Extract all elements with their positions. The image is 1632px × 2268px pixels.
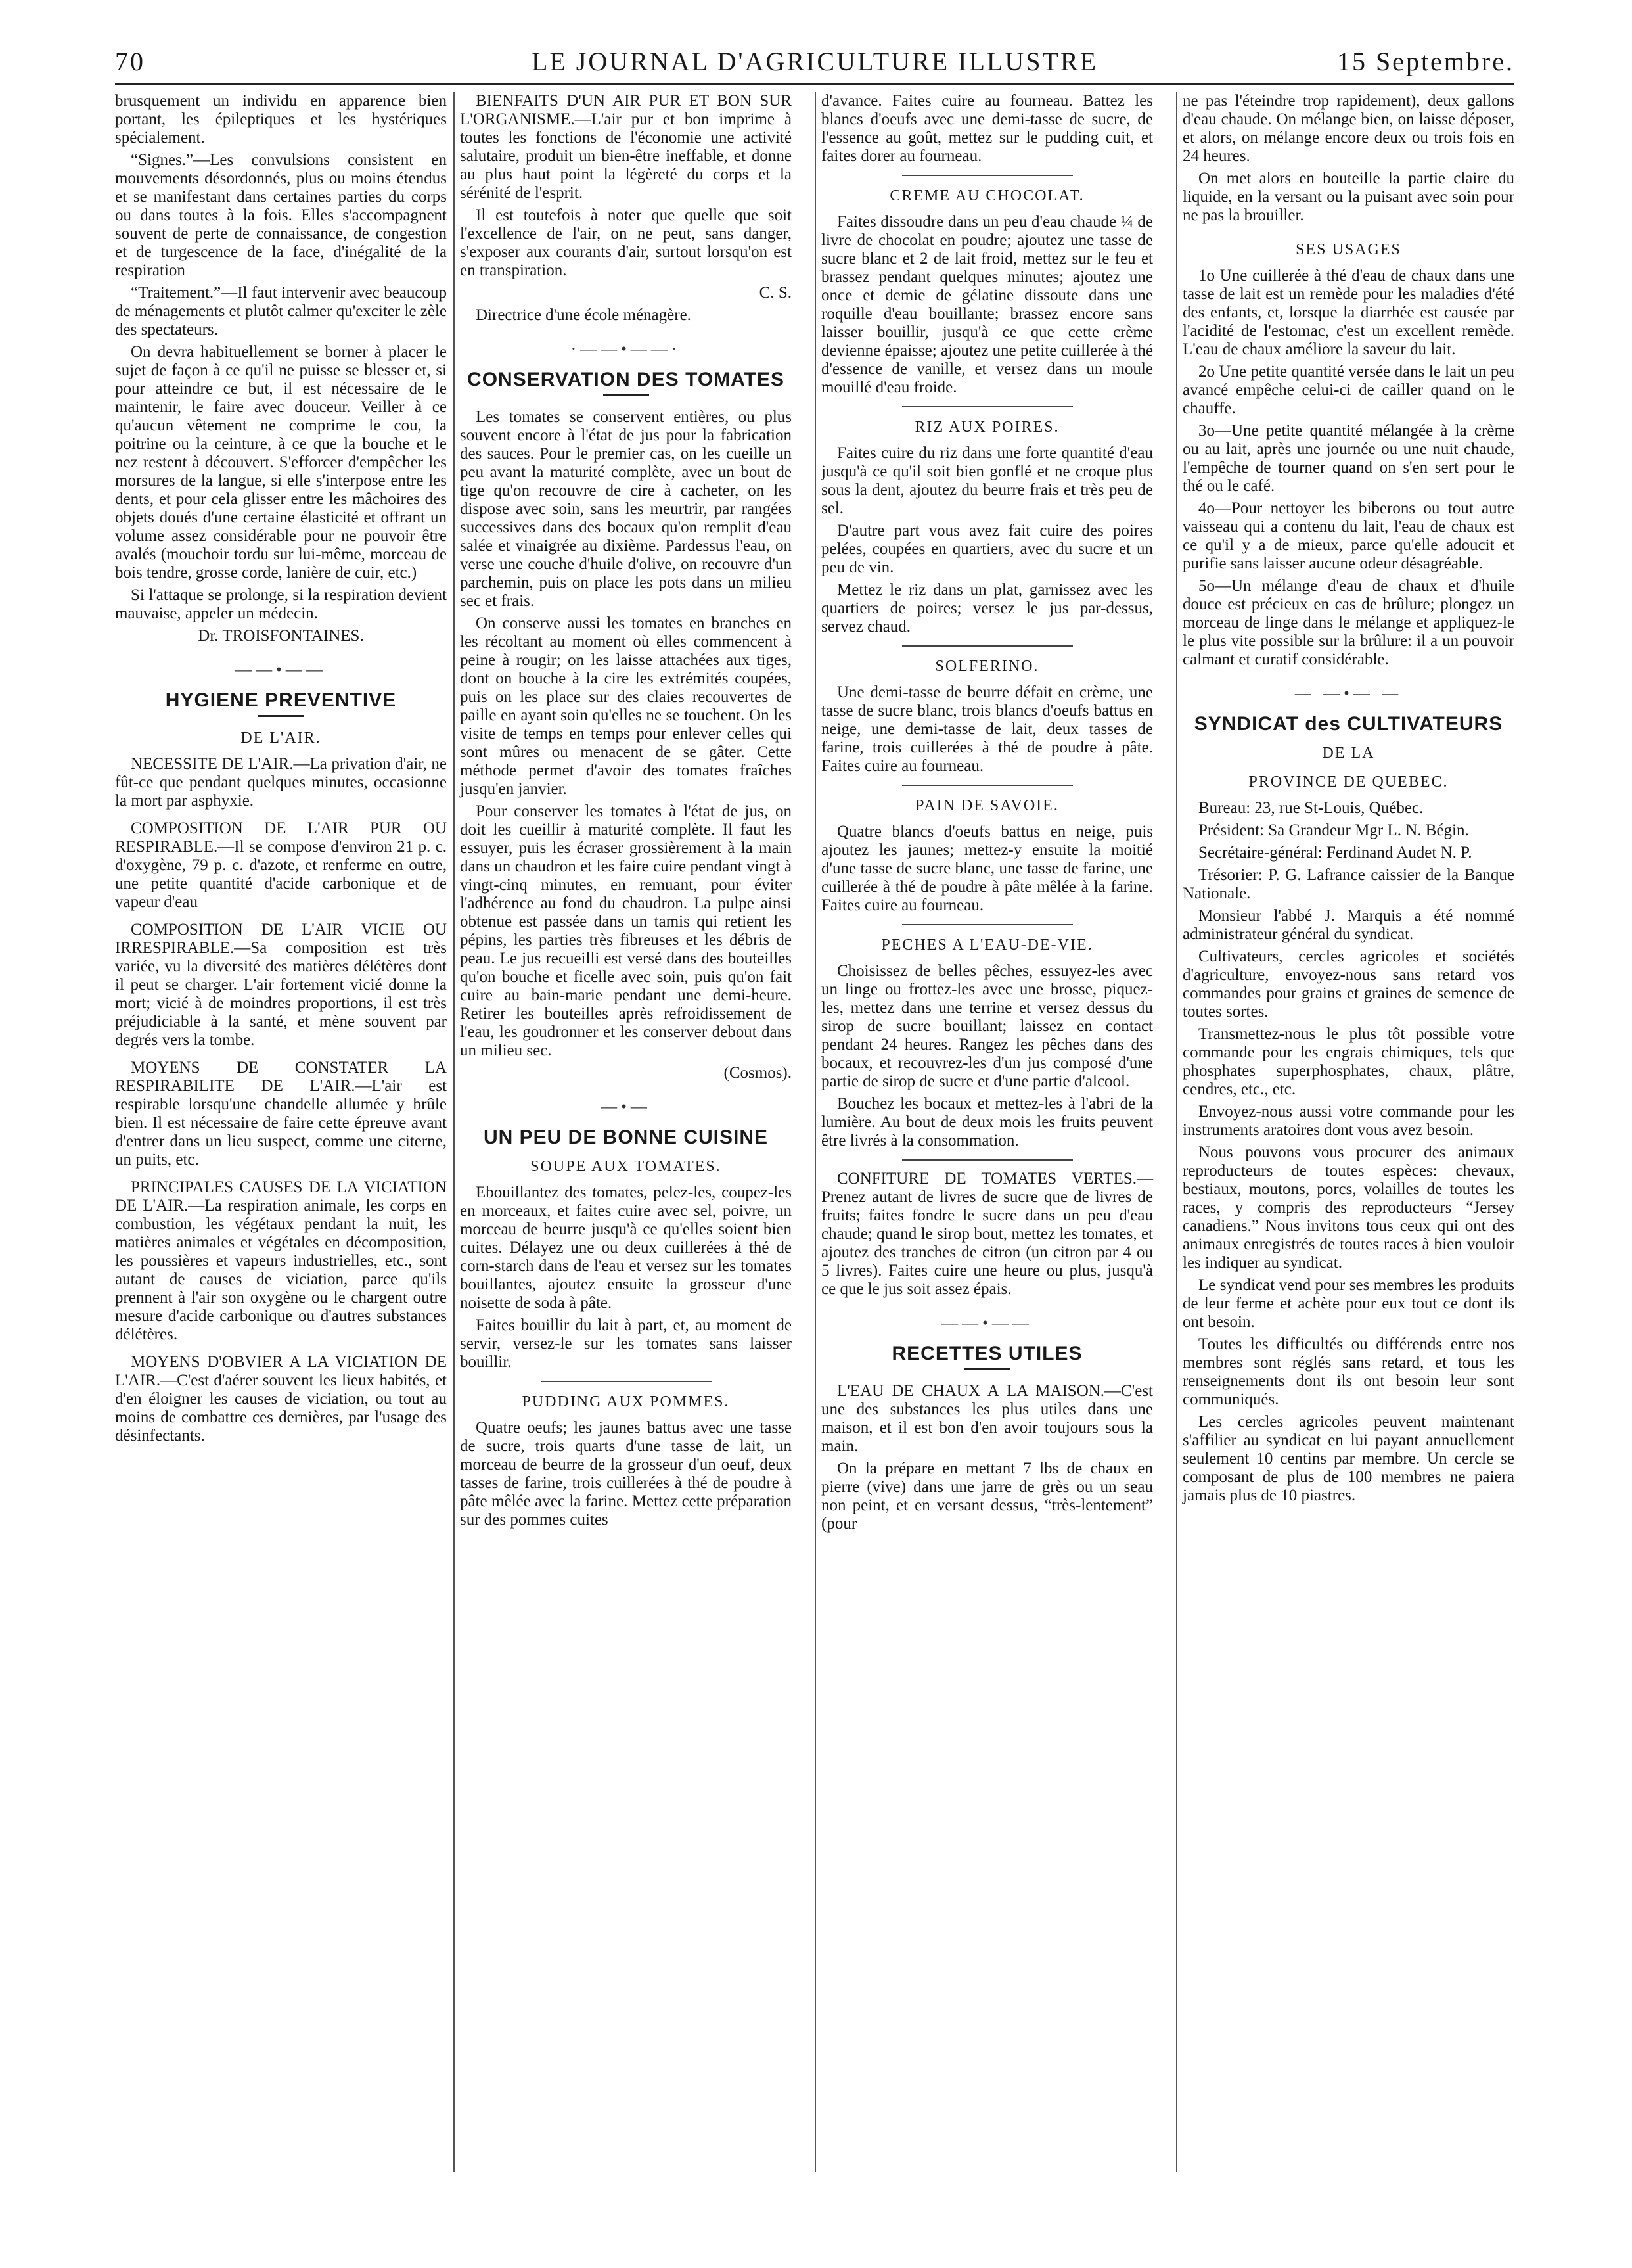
paragraph: COMPOSITION DE L'AIR PUR OU RESPIRABLE.—Il se compose d'environ 21 p. c. d'oxygène, 79 p. c. d'azote, et renferme en outre, une petite quantité d'acide carbonique et de vapeur d'eau	[115, 820, 447, 911]
divider-rule	[902, 645, 1073, 647]
paragraph: ne pas l'éteindre trop rapidement), deux gallons d'eau chaude. On mélange bien, on laisse déposer, et alors, on mélange encore deux ou trois fois en 24 heures.	[1183, 92, 1514, 165]
divider-rule	[541, 1381, 712, 1382]
short-rule	[603, 394, 649, 396]
divider-rule	[902, 1159, 1073, 1161]
paragraph: 2o Une petite quantité versée dans le lait un peu avancé empêche celui-ci de cailler quand on le chauffe.	[1183, 363, 1514, 417]
paragraph: Quatre blancs d'oeufs battus en neige, puis ajoutez les jaunes; mettez-y ensuite la moitié d'une tasse de sucre blanc, une tasse de farine, une cuillerée à thé de poudre à pâte mêlée à la farine. Faites cuire au fourneau.	[821, 823, 1153, 914]
signature: Dr. TROISFONTAINES.	[198, 627, 364, 645]
paragraph: 3o—Une petite quantité mélangée à la crème ou au lait, après une journée ou une nuit chaude, l'empêche de tourner quand on s'en sert pour le thé ou le café.	[1183, 422, 1514, 495]
office-address: Bureau: 23, rue St-Louis, Québec.	[1198, 799, 1424, 817]
journal-title: LE JOURNAL D'AGRICULTURE ILLUSTRE	[531, 47, 1099, 76]
paragraph: Envoyez-nous aussi votre commande pour les instruments aratoires dont vous avez besoin.	[1183, 1103, 1514, 1139]
president-line: Président: Sa Grandeur Mgr L. N. Bégin.	[1198, 822, 1469, 839]
paragraph: “Traitement.”—Il faut intervenir avec beaucoup de ménagements et plutôt calmer qu'exciter le zèle des spectateurs.	[115, 284, 447, 338]
section-title: CONSERVATION DES TOMATES	[467, 369, 784, 390]
ornament-divider: —•—	[601, 1098, 651, 1116]
paragraph: Monsieur l'abbé J. Marquis a été nommé administrateur général du syndicat.	[1183, 907, 1514, 943]
paragraph: Si l'attaque se prolonge, si la respiration devient mauvaise, appeler un médecin.	[115, 586, 447, 622]
column-4	[1183, 92, 1514, 1509]
subsection-title: RIZ AUX POIRES.	[915, 419, 1060, 436]
ornament-divider: ——•——	[941, 1314, 1033, 1332]
header-rule	[115, 83, 1514, 85]
paragraph: Bouchez les bocaux et mettez-les à l'abri de la lumière. Au bout de deux mois les fruits peuvent être livrés à la consommation.	[821, 1095, 1153, 1149]
secretary-line: Secrétaire-général: Ferdinand Audet N. P.	[1198, 844, 1472, 862]
paragraph: COMPOSITION DE L'AIR VICIE OU IRRESPIRABLE.—Sa composition est très variée, vu la diversité des matières délétères dont il peut se charger. L'air fortement vicié donne la mort; vicié à de moindres proportions, il est très préjudiciable à la santé, et mène souvent par degrés vers la tombe.	[115, 921, 447, 1049]
short-rule	[258, 715, 304, 717]
paragraph: 5o—Un mélange d'eau de chaux et d'huile douce est précieux en cas de brûlure; plongez un morceau de linge dans le mélange et appliquez-le le plus vite possible sur la brûlure: il a un pouvoir calmant et curatif considérable.	[1183, 577, 1514, 668]
paragraph: CONFITURE DE TOMATES VERTES.—Prenez autant de livres de sucre que de livres de fruits; faites fondre le sucre dans un peu d'eau chaude; quand le sirop bout, mettez les tomates, et ajoutez des tranches de citron (un citron par 4 ou 5 livres). Faites cuire une heure ou plus, jusqu'à ce que le jus soit assez épais.	[821, 1170, 1153, 1298]
paragraph: 1o Une cuillerée à thé d'eau de chaux dans une tasse de lait est un remède pour les maladies d'été des enfants, et, lorsque la diarrhée est causée par l'acidité de l'estomac, c'est un excellent remède. L'eau de chaux améliore la saveur du lait.	[1183, 267, 1514, 358]
paragraph: Le syndicat vend pour ses membres les produits de leur ferme et achète pour eux tout ce dont ils ont besoin.	[1183, 1276, 1514, 1331]
section-title: SYNDICAT des CULTIVATEURS	[1194, 713, 1503, 735]
paragraph: Toutes les difficultés ou différends entre nos membres sont réglés sans retard, et tous les renseignements dont ils ont besoin leur sont communiqués.	[1183, 1335, 1514, 1408]
column-separator	[1176, 92, 1177, 2172]
divider-rule	[902, 406, 1073, 407]
paragraph: Faites dissoudre dans un peu d'eau chaude ¼ de livre de chocolat en poudre; ajoutez une tasse de sucre blanc et 2 de lait froid, mettez sur le feu et brassez pendant quelques minutes; ajoutez une once et demie de gélatine dissoute dans une roquille d'eau bouillante; brassez encore sans laisser bouillir, jusqu'à ce que cette crème devienne épaisse; ajoutez une petite cuillerée à thé d'essence de vanille, et versez dans un moule mouillé d'eau froide.	[821, 213, 1153, 396]
subsection-title: SOUPE AUX TOMATES.	[530, 1158, 721, 1175]
signature-title: Directrice d'une école ménagère.	[476, 306, 691, 324]
paragraph: BIENFAITS D'UN AIR PUR ET BON SUR L'ORGANISME.—L'air pur et bon imprime à toutes les fonctions de l'économie une activité salutaire, produit un bien-être ineffable, et donne au plus haut point la légèreté du corps et la sérénité de l'esprit.	[460, 92, 792, 202]
paragraph: On met alors en bouteille la partie claire du liquide, en la versant ou la puisant avec soin pour ne pas la brouiller.	[1183, 170, 1514, 224]
column-separator	[453, 92, 455, 2172]
subsection-title: PUDDING AUX POMMES.	[522, 1393, 730, 1410]
subsection-title: PROVINCE DE QUEBEC.	[1248, 774, 1449, 791]
paragraph: Nous pouvons vous procurer des animaux reproducteurs de toutes espèces: chevaux, bestiaux, moutons, porcs, volailles de toutes les races, y compris des reproducteurs “Jersey canadiens.” Nous invitons tous ceux qui ont des animaux enregistrés de toutes races à bien vouloir les indiquer au syndicat.	[1183, 1144, 1514, 1272]
paragraph: “Signes.”—Les convulsions consistent en mouvements désordonnés, plus ou moins étendus et se manifestant dans certaines parties du corps ou dans toutes à la fois. Elles s'accompagnent souvent de perte de connaissance, de congestion et de turgescence de la face, d'inégalité de la respiration	[115, 151, 447, 279]
paragraph: 4o—Pour nettoyer les biberons ou tout autre vaisseau qui a contenu du lait, l'eau de chaux est ce qu'il y a de mieux, parce qu'elle adoucit et purifie sans laisser aucune odeur désagréable.	[1183, 499, 1514, 572]
paragraph: Les tomates se conservent entières, ou plus souvent encore à l'état de jus pour la fabrication des sauces. Pour le premier cas, on les cueille un peu avant la maturité complète, avec un bout de tige qu'on recouvre de cire à cacheter, on les dispose avec soin, sans les meurtrir, par rangées successives dans des bocaux qu'on remplit d'eau salée et vinaigrée au dixième. Pardessus l'eau, on verse une couche d'huile d'olive, on recouvre d'un parchemin, puis on place les pots dans un milieu sec et frais.	[460, 408, 792, 610]
subsection-title: CREME AU CHOCOLAT.	[890, 187, 1085, 204]
column-1	[115, 92, 447, 1449]
subsection-title: SES USAGES	[1296, 241, 1401, 258]
paragraph: On la prépare en mettant 7 lbs de chaux en pierre (vive) dans une jarre de grès ou un seau non peint, et en versant dessus, “très-lentement” (pour	[821, 1460, 1153, 1533]
paragraph: D'autre part vous avez fait cuire des poires pelées, coupées en quartiers, avec du sucre et un peu de vin.	[821, 522, 1153, 576]
subsection-title: DE LA	[1322, 745, 1375, 762]
paragraph: Une demi-tasse de beurre défait en crème, une tasse de sucre blanc, trois blancs d'oeufs battus en neige, une demi-tasse de lait, deux tasses de farine, trois cuillerées à thé de poudre à pâte. Faites cuire au fourneau.	[821, 683, 1153, 775]
divider-rule	[902, 175, 1073, 176]
section-title: RECETTES UTILES	[892, 1343, 1083, 1364]
divider-rule	[902, 785, 1073, 786]
paragraph: L'EAU DE CHAUX A LA MAISON.—C'est une des substances les plus utiles dans une maison, et il est bon d'en avoir toujours sous la main.	[821, 1382, 1153, 1455]
page-number: 70	[115, 47, 145, 76]
column-3	[821, 92, 1153, 1537]
paragraph: d'avance. Faites cuire au fourneau. Battez les blancs d'oeufs avec une demi-tasse de sucre, de l'essence au goût, mettez sur le pudding cuit, et faites dorer au fourneau.	[821, 92, 1153, 165]
subsection-title: SOLFERINO.	[935, 658, 1039, 675]
subsection-title: PECHES A L'EAU-DE-VIE.	[881, 937, 1093, 954]
column-2	[460, 92, 792, 1533]
subsection-title: DE L'AIR.	[240, 729, 321, 747]
ornament-divider: ——•——	[235, 661, 327, 679]
paragraph: Mettez le riz dans un plat, garnissez avec les quartiers de poires; versez le jus par-dessus, servez chaud.	[821, 581, 1153, 636]
paragraph: MOYENS DE CONSTATER LA RESPIRABILITE DE L'AIR.—L'air est respirable lorsqu'une chandelle allumée y brûle bien. Il est nécessaire de faire cette épreuve avant d'entrer dans un lieu suspect, comme une citerne, un puits, etc.	[115, 1059, 447, 1169]
paragraph: Cultivateurs, cercles agricoles et sociétés d'agriculture, envoyez-nous sans retard vos commandes pour grains et graines de semence de toutes sortes.	[1183, 948, 1514, 1021]
source-credit: (Cosmos).	[723, 1064, 792, 1082]
issue-date: 15 Septembre.	[1336, 47, 1514, 76]
paragraph: NECESSITE DE L'AIR.—La privation d'air, ne fût-ce que pendant quelques minutes, occasionne la mort par asphyxie.	[115, 755, 447, 810]
paragraph: Faites cuire du riz dans une forte quantité d'eau jusqu'à ce qu'il soit bien gonflé et ne croque plus sous la dent, ajoutez du beurre frais et très peu de sel.	[821, 444, 1153, 517]
signature: C. S.	[759, 284, 792, 302]
paragraph: Choisissez de belles pêches, essuyez-les avec un linge ou frottez-les avec une brosse, piquez-les, mettez dans une terrine et versez dessus du sirop de sucre bouillant; laissez en contact pendant 24 heures. Rangez les pêches dans des bocaux, et recouvrez-les d'un jus composé d'une partie de sirop de sucre et d'une partie d'alcool.	[821, 962, 1153, 1090]
treasurer-line: Trésorier: P. G. Lafrance caissier de la Banque Nationale.	[1183, 866, 1514, 902]
paragraph: PRINCIPALES CAUSES DE LA VICIATION DE L'AIR.—La respiration animale, les corps en combustion, les végétaux pendant la nuit, les matières animales et végétales en décomposition, les poussières et vapeurs industrielles, etc., sont autant de causes de viciation, parce qu'ils prennent à l'air son oxygène ou le chargent outre mesure d'acide carbonique ou d'autres substances délétères.	[115, 1178, 447, 1343]
section-title: HYGIENE PREVENTIVE	[165, 689, 397, 711]
paragraph: On conserve aussi les tomates en branches en les récoltant au moment où elles commencent à peine à rougir; on les laisse attachées aux tiges, dont on bouche à la cire les extrémités coupées, puis on les place sur des claies recouvertes de paille en ayant soin qu'elles ne se touchent. On les visite de temps en temps pour enlever celles qui sont mûres ou menacent de se gâter. Cette méthode permet d'avoir des tomates fraîches jusqu'en janvier.	[460, 614, 792, 798]
divider-rule	[902, 924, 1073, 925]
section-title: UN PEU DE BONNE CUISINE	[483, 1126, 769, 1148]
column-separator	[815, 92, 816, 2172]
ornament-divider: — —•— —	[1294, 685, 1403, 703]
ornament-divider: ·——•——·	[570, 340, 681, 358]
paragraph: MOYENS D'OBVIER A LA VICIATION DE L'AIR.—C'est d'aérer souvent les lieux habités, et d'en éloigner les causes de viciation, ou tout au moins de combattre ces dernières, par l'usage des désinfectants.	[115, 1353, 447, 1445]
paragraph: Les cercles agricoles peuvent maintenant s'affilier au syndicat en lui payant annuellement seulement 10 centins par membre. Un cercle se composant de plus de 100 membres ne paiera jamais plus de 10 piastres.	[1183, 1413, 1514, 1504]
paragraph: Faites bouillir du lait à part, et, au moment de servir, versez-le sur les tomates sans laisser bouillir.	[460, 1316, 792, 1371]
paragraph: On devra habituellement se borner à placer le sujet de façon à ce qu'il ne puisse se blesser et, si pour atteindre ce but, il est nécessaire de le maintenir, le faire avec douceur. Veiller à ce qu'aucun vêtement ne comprime le cou, la poitrine ou la ceinture, à ce que la bouche et le nez restent à découvert. S'efforcer d'empêcher les morsures de la langue, si elle s'interpose entre les dents, et pour cela glisser entre les mâchoires des objets doués d'une certaine élasticité et offrant un volume assez considérable pour ne pouvoir être avalés (mouchoir tordu sur lui-même, morceau de bois tendre, grosse corde, lanière de cuir, etc.)	[115, 343, 447, 582]
subsection-title: PAIN DE SAVOIE.	[915, 797, 1059, 814]
page-header	[115, 46, 1514, 83]
paragraph: Ebouillantez des tomates, pelez-les, coupez-les en morceaux, et faites cuire avec sel, poivre, un morceau de beurre jusqu'à ce qu'elles soient bien cuites. Délayez une ou deux cuillerées à thé de corn-starch dans de l'eau et versez sur les tomates bouillantes, ajoutez ensuite la grosseur d'une noisette de soda à pâte.	[460, 1184, 792, 1312]
paragraph: Transmettez-nous le plus tôt possible votre commande pour les engrais chimiques, tels que phosphates superphosphates, chaux, plâtre, cendres, etc., etc.	[1183, 1025, 1514, 1098]
paragraph: Quatre oeufs; les jaunes battus avec une tasse de sucre, trois quarts d'une tasse de lait, un morceau de beurre de la grosseur d'un oeuf, deux tasses de farine, trois cuillerées à thé de poudre à pâte mêlée avec la farine. Mettez cette préparation sur des pommes cuites	[460, 1419, 792, 1529]
paragraph: Il est toutefois à noter que quelle que soit l'excellence de l'air, on ne peut, sans danger, s'exposer aux courants d'air, surtout lorsqu'on est en transpiration.	[460, 206, 792, 279]
short-rule	[964, 1368, 1010, 1370]
paragraph: Pour conserver les tomates à l'état de jus, on doit les cueillir à maturité complète. Il faut les essuyer, puis les écraser grossièrement à la main dans un chaudron et les faire cuire pendant vingt à vingt-cinq minutes, en remuant, pour éviter l'adhérence au fond du chaudron. La pulpe ainsi obtenue est passée dans un tamis qui retient les pépins, les parties très fibreuses et les débris de peau. Le jus recueilli est versé dans des bouteilles qu'on bouche et ficelle avec soin, puis qu'on fait cuire au bain-marie pendant une demi-heure. Retirer les bouteilles après refroidissement de l'eau, les goudronner et les conserver debout dans un milieu sec.	[460, 802, 792, 1059]
paragraph: brusquement un individu en apparence bien portant, les épileptiques et les hystériques spécialement.	[115, 92, 447, 147]
